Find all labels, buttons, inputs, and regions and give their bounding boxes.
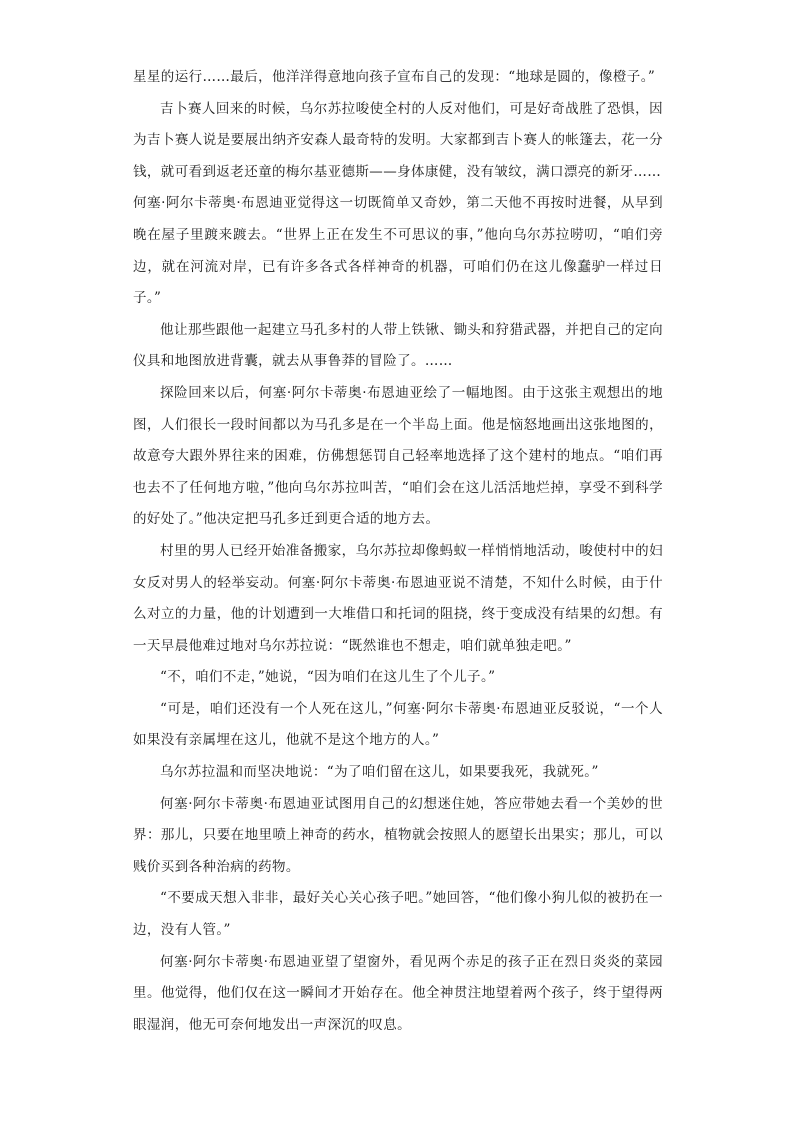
paragraph-11: “不要成天想入非非，最好关心关心孩子吧。”她回答，“他们像小狗儿似的被扔在一边，没有人管。” xyxy=(133,890,663,939)
paragraph-6: 村里的男人已经开始准备搬家，乌尔苏拉却像蚂蚁一样悄悄地活动，唆使村中的妇女反对男人的轻举妄动。何塞·阿尔卡蒂奥·布恩迪亚说不清楚，不知什么时候，由于什么对立的力量，他的计划遭到一大堆借口和托词的阻挠，终于变成没有结果的幻想。有一天早晨他难过地对乌尔苏拉说：“既然谁也不想走，咱们就单独走吧。” xyxy=(133,542,663,654)
paragraph-1: 星星的运行……最后，他洋洋得意地向孩子宣布自己的发现：“地球是圆的，像橙子。” xyxy=(133,69,656,85)
paragraph-2: 吉卜赛人回来的时候，乌尔苏拉唆使全村的人反对他们，可是好奇战胜了恐惧，因为吉卜赛人说是要展出纳齐安森人最奇特的发明。大家都到吉卜赛人的帐篷去，花一分钱，就可看到返老还童的梅尔基亚德斯——身体康健，没有皱纹，满口漂亮的新牙…… xyxy=(133,100,663,180)
paragraph-9: 乌尔苏拉温和而坚决地说：“为了咱们留在这儿，如果要我死，我就死。” xyxy=(160,764,599,781)
paragraph-4: 他让那些跟他一起建立马孔多村的人带上铁锹、锄头和狩猎武器，并把自己的定向仪具和地图放进背囊，就去从事鲁莽的冒险了。…… xyxy=(133,321,663,370)
document-body xyxy=(133,62,663,1041)
paragraph-3: 何塞·阿尔卡蒂奥·布恩迪亚觉得这一切既简单又奇妙，第二天他不再按时进餐，从早到晚在屋子里踱来踱去。“世界上正在发生不可思议的事，”他向乌尔苏拉唠叨，“咱们旁边，就在河流对岸，已有许多各式各样神奇的机器，可咱们仍在这儿像蠢驴一样过日子。” xyxy=(133,195,663,307)
paragraph-12: 何塞·阿尔卡蒂奥·布恩迪亚望了望窗外，看见两个赤足的孩子正在烈日炎炎的菜园里。他觉得，他们仅在这一瞬间才开始存在。他全神贯注地望着两个孩子，终于望得两眼湿润，他无可奈何地发出一声深沉的叹息。 xyxy=(133,953,663,1033)
paragraph-10: 何塞·阿尔卡蒂奥·布恩迪亚试图用自己的幻想迷住她，答应带她去看一个美妙的世界：那儿，只要在地里喷上神奇的药水，植物就会按照人的愿望长出果实；那儿，可以贱价买到各种治病的药物。 xyxy=(133,795,663,875)
paragraph-7: “不，咱们不走，”她说，“因为咱们在这儿生了个儿子。” xyxy=(160,669,496,686)
paragraph-5: 探险回来以后，何塞·阿尔卡蒂奥·布恩迪亚绘了一幅地图。由于这张主观想出的地图，人们很长一段时间都以为马孔多是在一个半岛上面。他是恼怒地画出这张地图的，故意夸大跟外界往来的困难，仿佛想惩罚自己轻率地选择了这个建村的地点。“咱们再也去不了任何地方啦，”他向乌尔苏拉叫苦，“咱们会在这儿活活地烂掉，享受不到科学的好处了。”他决定把马孔多迁到更合适的地方去。 xyxy=(133,384,663,528)
paragraph-8: “可是，咱们还没有一个人死在这儿，”何塞·阿尔卡蒂奥·布恩迪亚反驳说，“一个人如果没有亲属埋在这儿，他就不是这个地方的人。” xyxy=(133,700,663,749)
